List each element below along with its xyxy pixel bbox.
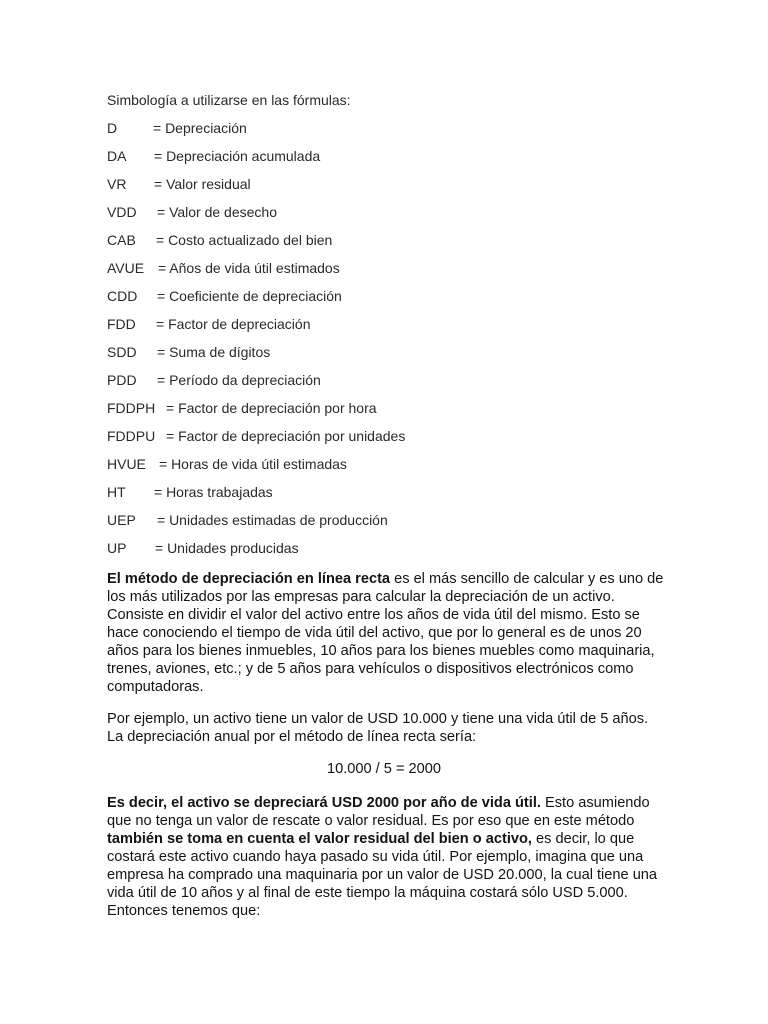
symbol-code: DA	[107, 148, 127, 164]
symbol-description: = Depreciación	[153, 120, 247, 136]
symbol-row	[107, 288, 342, 316]
symbol-description: = Horas trabajadas	[154, 484, 273, 500]
symbol-description: = Factor de depreciación por hora	[166, 400, 377, 416]
symbol-row	[107, 148, 321, 176]
paragraph-straight-line-method	[107, 570, 667, 696]
symbol-code: HT	[107, 484, 126, 500]
symbol-description: = Factor de depreciación por unidades	[166, 428, 406, 444]
symbol-code: CDD	[107, 288, 138, 304]
symbol-row	[107, 428, 406, 456]
bold-phrase: El método de depreciación en línea recta	[107, 571, 391, 587]
paragraph-text: es decir, lo que costará este activo cuando haya pasado su vida útil. Por ejemplo, imagina que una empresa ha comprado una maquinaria por un valor de USD 20.000, la cual tiene una vida útil de 10 años y al final de este tiempo la máquina costará sólo USD 5.000. Entonces tenemos que:	[107, 831, 658, 919]
symbol-row	[107, 176, 251, 204]
symbology-heading: Simbología a utilizarse en las fórmulas:	[107, 92, 351, 108]
symbol-row	[107, 316, 311, 344]
paragraph-example	[107, 710, 667, 746]
paragraph-text: Por ejemplo, un activo tiene un valor de USD 10.000 y tiene una vida útil de 5 años. La depreciación anual por el método de línea recta sería:	[107, 711, 649, 745]
formula: 10.000 / 5 = 2000	[326, 761, 441, 777]
symbol-description: = Período da depreciación	[157, 372, 321, 388]
symbol-code: SDD	[107, 344, 137, 360]
paragraph-text: Esto asumiendo que no tenga un valor de rescate o valor residual. Es por eso que en este método	[107, 795, 650, 829]
symbol-code: FDD	[107, 316, 136, 332]
symbol-row	[107, 456, 347, 484]
symbol-code: AVUE	[107, 260, 145, 276]
symbol-description: = Unidades producidas	[155, 540, 299, 556]
symbol-code: HVUE	[107, 456, 146, 472]
symbol-row	[107, 120, 247, 148]
paragraph-residual-value	[107, 794, 667, 920]
symbol-description: = Depreciación acumulada	[154, 148, 321, 164]
symbol-description: = Coeficiente de depreciación	[157, 288, 342, 304]
symbol-code: UP	[107, 540, 127, 556]
symbol-code: D	[107, 120, 118, 136]
bold-phrase: Es decir, el activo se depreciará USD 2000 por año de vida útil.	[107, 795, 541, 811]
symbol-code: FDDPU	[107, 428, 156, 444]
symbol-code: PDD	[107, 372, 137, 388]
symbology-list	[107, 120, 406, 568]
symbol-code: CAB	[107, 232, 136, 248]
symbol-row	[107, 372, 321, 400]
symbol-code: UEP	[107, 512, 136, 528]
symbol-description: = Horas de vida útil estimadas	[159, 456, 347, 472]
symbol-description: = Valor residual	[154, 176, 251, 192]
symbol-row	[107, 344, 271, 372]
bold-phrase: también se toma en cuenta el valor residual del bien o activo,	[107, 831, 532, 847]
symbol-code: VR	[107, 176, 127, 192]
symbol-code: VDD	[107, 204, 137, 220]
symbol-row	[107, 512, 388, 540]
symbol-row	[107, 260, 340, 288]
symbol-row	[107, 204, 277, 232]
symbol-description: = Años de vida útil estimados	[158, 260, 340, 276]
symbol-row	[107, 400, 377, 428]
symbol-description: = Costo actualizado del bien	[156, 232, 333, 248]
symbol-row	[107, 484, 273, 512]
symbol-row	[107, 232, 333, 260]
symbol-description: = Valor de desecho	[157, 204, 277, 220]
symbol-row	[107, 540, 299, 568]
symbol-description: = Unidades estimadas de producción	[157, 512, 388, 528]
paragraph-text: es el más sencillo de calcular y es uno de los más utilizados por las empresas para calcular la depreciación de un activo. Consiste en dividir el valor del activo entre los años de vida útil del mismo. Esto se hace conociendo el tiempo de vida útil del activo, que por lo general es de unos 20 años para los bienes inmuebles, 10 años para los bienes muebles como maquinaria, trenes, aviones, etc.; y de 5 años para vehículos o dispositivos electrónicos como computadoras.	[107, 571, 664, 695]
symbol-description: = Suma de dígitos	[157, 344, 271, 360]
symbol-description: = Factor de depreciación	[156, 316, 311, 332]
symbol-code: FDDPH	[107, 400, 156, 416]
